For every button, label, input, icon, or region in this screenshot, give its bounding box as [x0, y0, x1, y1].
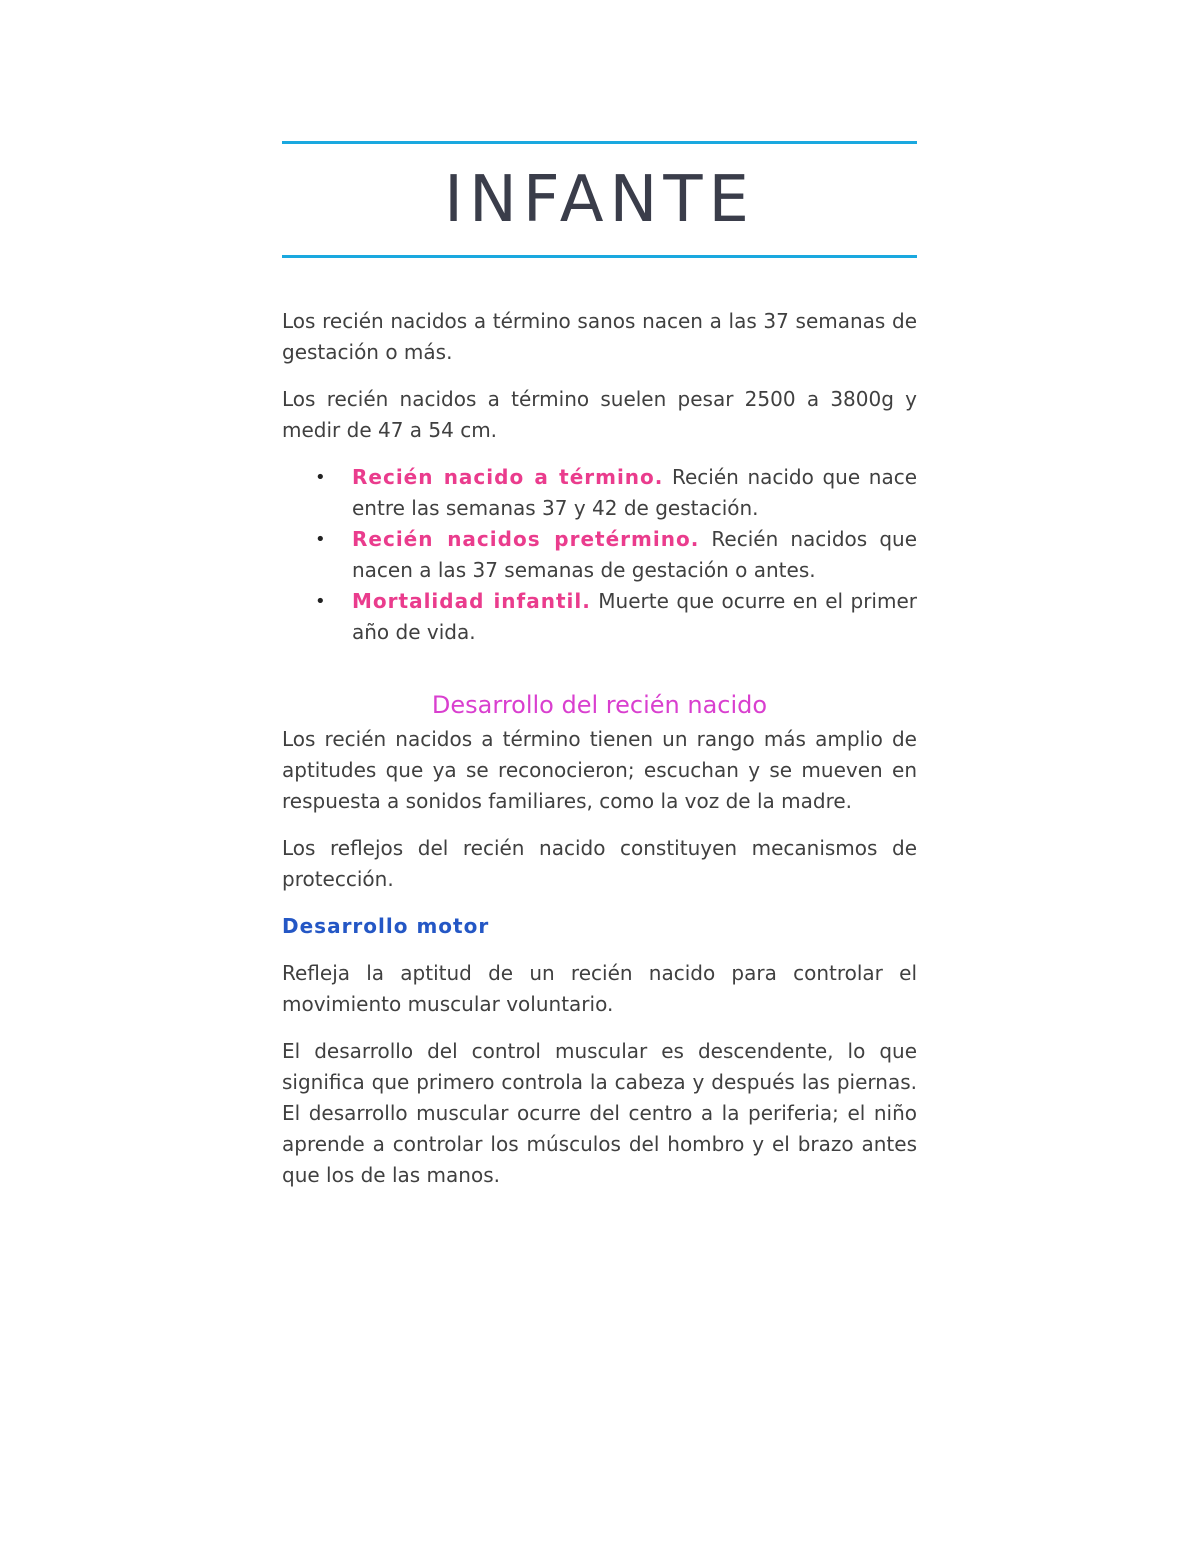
- definition-term: Recién nacido a término.: [352, 465, 664, 489]
- document-title: INFANTE: [444, 163, 755, 237]
- title-top-rule: [282, 141, 917, 144]
- definition-item: [282, 586, 917, 648]
- definition-term: Recién nacidos pretérmino.: [352, 527, 700, 551]
- definition-item: [282, 524, 917, 586]
- definition-text: Recién nacidos que nacen a las 37 semanas de gestación o antes.: [352, 527, 917, 582]
- subsection-heading: Desarrollo motor: [282, 914, 490, 938]
- bullet-icon: •: [315, 591, 326, 612]
- intro-paragraph-1: Los recién nacidos a término sanos nacen a las 37 semanas de gestación o más.: [282, 309, 917, 364]
- bullet-icon: •: [315, 467, 326, 488]
- definition-item: [282, 462, 917, 524]
- intro-paragraph-2: Los recién nacidos a término suelen pesar 2500 a 3800g y medir de 47 a 54 cm.: [282, 387, 917, 442]
- section-heading: Desarrollo del recién nacido: [431, 691, 768, 719]
- definition-text: Muerte que ocurre en el primer año de vida.: [352, 589, 918, 644]
- definition-term: Mortalidad infantil.: [352, 589, 591, 613]
- document-body: [282, 306, 917, 1207]
- subsection-paragraph-2: El desarrollo del control muscular es descendente, lo que significa que primero controla la cabeza y después las piernas. El desarrollo muscular ocurre del centro a la periferia; el niño aprende a controlar los músculos del hombro y el brazo antes que los de las manos.: [282, 1039, 917, 1187]
- subsection-paragraph-1: Refleja la aptitud de un recién nacido para controlar el movimiento muscular voluntario.: [282, 961, 917, 1016]
- title-bottom-rule: [282, 255, 917, 258]
- section-paragraph-1: Los recién nacidos a término tienen un rango más amplio de aptitudes que ya se reconocieron; escuchan y se mueven en respuesta a sonidos familiares, como la voz de la madre.: [282, 727, 917, 813]
- definition-text: Recién nacido que nace entre las semanas 37 y 42 de gestación.: [352, 465, 917, 520]
- bullet-icon: •: [315, 529, 326, 550]
- section-paragraph-2: Los reflejos del recién nacido constituyen mecanismos de protección.: [282, 836, 917, 891]
- definition-list: [282, 462, 917, 648]
